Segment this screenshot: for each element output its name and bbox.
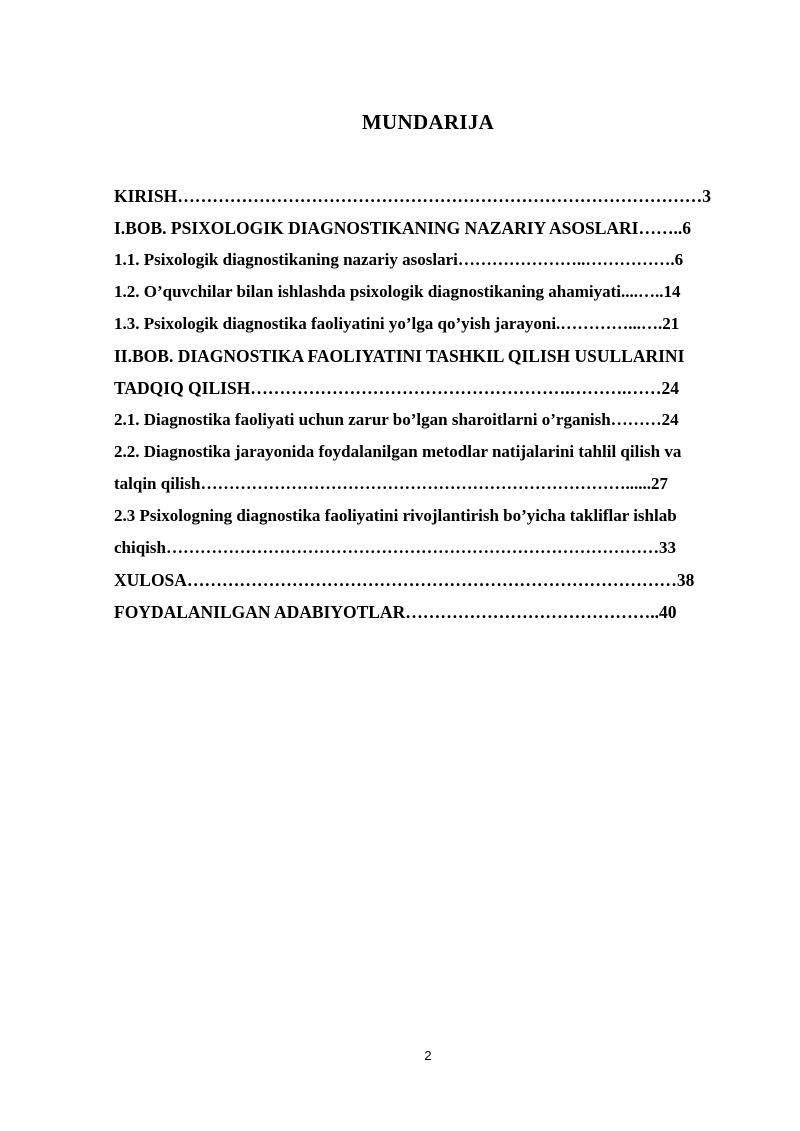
toc-entry-2-3-line-2: chiqish……………………………………………………………………………33	[114, 538, 676, 557]
toc-entry-1-1: 1.1. Psixologik diagnostikaning nazariy asoslari…………………..…………….6	[114, 250, 684, 269]
toc-entry-2-2-line-1: 2.2. Diagnostika jarayonida foydalanilgan metodlar natijalarini tahlil qilish va	[114, 442, 682, 461]
toc-entry-2-1: 2.1. Diagnostika faoliyati uchun zarur bo’lgan sharoitlarni o’rganish………24	[114, 410, 679, 429]
toc-entry-references: FOYDALANILGAN ADABIYOTLAR……………………………………..40	[114, 602, 677, 622]
toc-entry-1-3: 1.3. Psixologik diagnostika faoliyatini yo’lga qo’yish jarayoni.…………...….21	[114, 314, 680, 333]
table-of-contents	[114, 180, 744, 628]
toc-entry-2-3-line-1: 2.3 Psixologning diagnostika faoliyatini rivojlantirish bo’yicha takliflar ishlab	[114, 506, 677, 525]
toc-entry-chapter-2-line-1: II.BOB. DIAGNOSTIKA FAOLIYATINI TASHKIL QILISH USULLARINI	[114, 346, 685, 366]
toc-entry-xulosa: XULOSA…………………………………………………………………………38	[114, 570, 695, 590]
toc-entry-2-2-line-2: talqin qilish…………………………………………………………………......27	[114, 474, 668, 493]
page-title: MUNDARIJA	[361, 110, 495, 134]
toc-entry-chapter-2-line-2: TADQIQ QILISH……………………………………………….……….……24	[114, 378, 680, 398]
toc-entry-chapter-1: I.BOB. PSIXOLOGIK DIAGNOSTIKANING NAZARIY ASOSLARI……..6	[114, 218, 691, 238]
toc-entry-kirish: KIRISH………………………………………………………………………………3	[114, 186, 711, 206]
page-number: 2	[424, 1048, 432, 1063]
toc-entry-1-2: 1.2. O’quvchilar bilan ishlashda psixologik diagnostikaning ahamiyati....…..14	[114, 282, 681, 301]
